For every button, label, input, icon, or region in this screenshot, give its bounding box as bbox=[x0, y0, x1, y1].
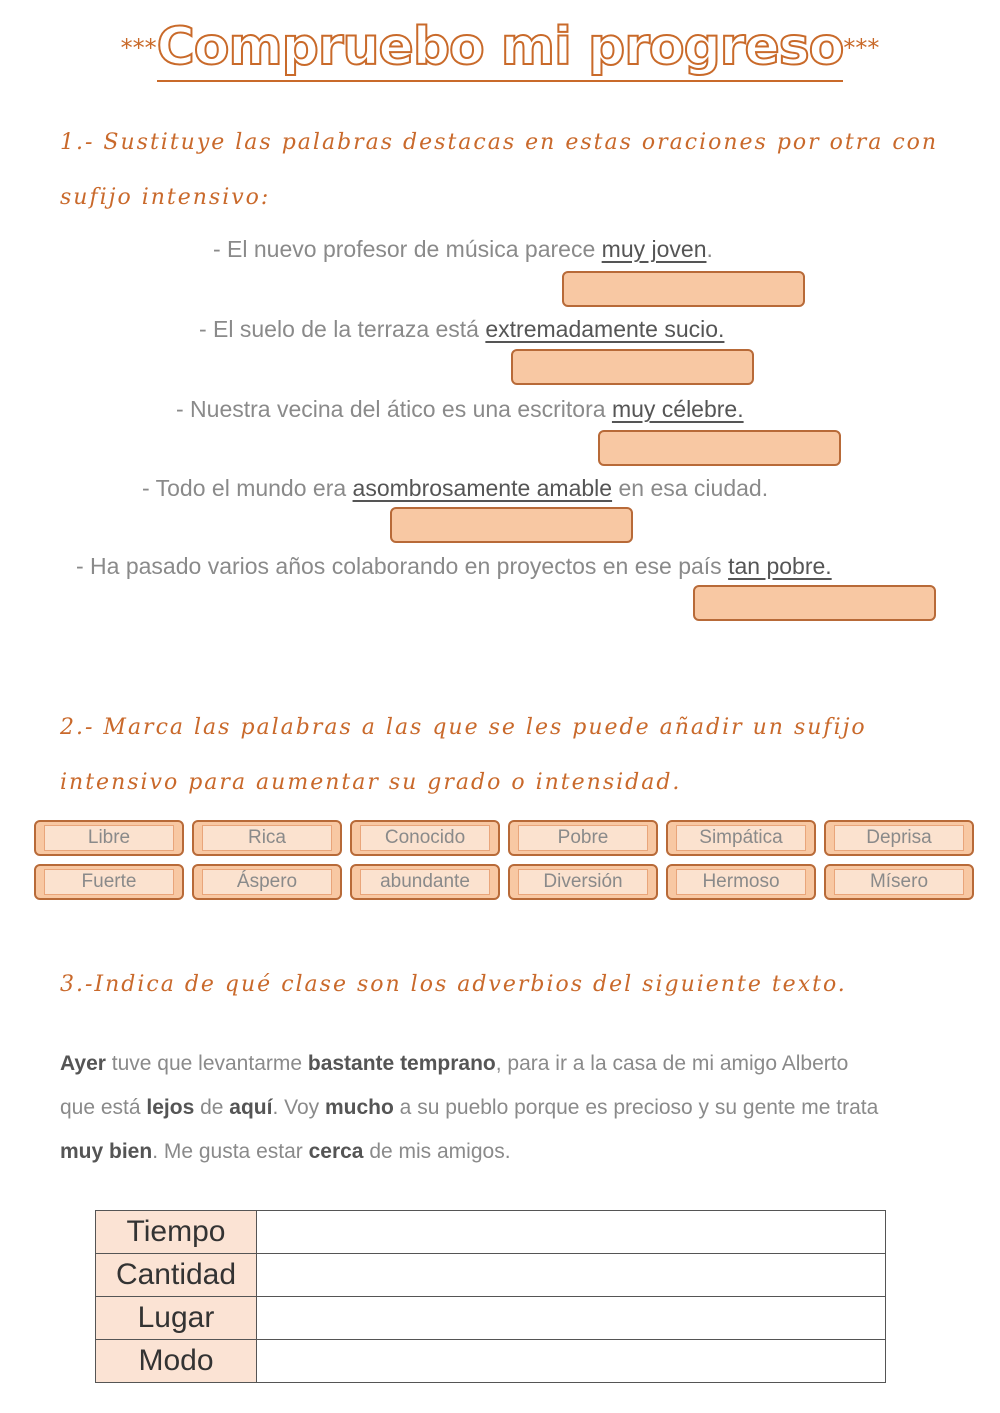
sentence-target: muy joven bbox=[601, 236, 707, 262]
answer-box-3[interactable] bbox=[598, 430, 841, 466]
answer-box-1[interactable] bbox=[562, 271, 805, 307]
answer-box-2[interactable] bbox=[511, 349, 754, 385]
adverb-word: lejos bbox=[146, 1096, 195, 1119]
exercise1-instruction-line2: sufijo intensivo: bbox=[60, 185, 271, 210]
word-chip-label: Rica bbox=[202, 825, 332, 851]
table-row bbox=[96, 1211, 886, 1254]
sentence-5 bbox=[76, 553, 832, 580]
word-chip-rica[interactable] bbox=[192, 820, 342, 856]
paragraph-text: , para ir a la casa de mi amigo Alberto bbox=[495, 1052, 849, 1075]
word-chip-pobre[interactable] bbox=[508, 820, 658, 856]
sentence-target: asombrosamente amable bbox=[352, 475, 613, 501]
adverb-word: Ayer bbox=[60, 1052, 106, 1075]
word-chip-conocido[interactable] bbox=[350, 820, 500, 856]
adverb-word: bastante temprano bbox=[307, 1052, 496, 1075]
exercise1-instruction-line1: 1.- Sustituye las palabras destacas en estas oraciones por otra con bbox=[60, 130, 939, 155]
word-chip-label: Diversión bbox=[518, 869, 648, 895]
sentence-text: . bbox=[706, 236, 713, 262]
word-chip-aspero[interactable] bbox=[192, 864, 342, 900]
sentence-text: - Ha pasado varios años colaborando en proyectos en ese país bbox=[76, 553, 729, 579]
sentence-text: - El nuevo profesor de música parece bbox=[213, 236, 602, 262]
paragraph-text: de mis amigos. bbox=[363, 1140, 511, 1163]
exercise2-instruction-line1: 2.- Marca las palabras a las que se les puede añadir un sufijo bbox=[60, 715, 867, 740]
table-row bbox=[96, 1340, 886, 1383]
sentence-4 bbox=[142, 475, 768, 502]
adverb-word: muy bien bbox=[60, 1140, 153, 1163]
adverb-word: aquí bbox=[229, 1096, 273, 1119]
sentence-target: extremadamente sucio. bbox=[485, 316, 725, 342]
table-row bbox=[96, 1254, 886, 1297]
table-row bbox=[96, 1297, 886, 1340]
adverb-paragraph bbox=[60, 1042, 940, 1174]
word-chip-abundante[interactable] bbox=[350, 864, 500, 900]
page-title: Compruebo mi progreso bbox=[157, 14, 844, 82]
answer-cell-modo[interactable] bbox=[257, 1340, 886, 1383]
row-label-modo: Modo bbox=[96, 1340, 257, 1383]
sentence-target: tan pobre. bbox=[728, 553, 832, 579]
word-chip-label: Mísero bbox=[834, 869, 964, 895]
sentence-target: muy célebre. bbox=[611, 396, 744, 422]
answer-cell-cantidad[interactable] bbox=[257, 1254, 886, 1297]
paragraph-text: de bbox=[194, 1096, 230, 1119]
adverb-classification-table bbox=[95, 1210, 886, 1383]
title-stars-right: *** bbox=[843, 34, 880, 62]
paragraph-text: tuve que levantarme bbox=[105, 1052, 308, 1075]
word-chip-hermoso[interactable] bbox=[666, 864, 816, 900]
title-stars-left: *** bbox=[120, 34, 157, 62]
adverb-word: cerca bbox=[308, 1140, 364, 1163]
word-chip-label: Libre bbox=[44, 825, 174, 851]
sentence-text: - Todo el mundo era bbox=[142, 475, 353, 501]
word-chip-diversion[interactable] bbox=[508, 864, 658, 900]
row-label-lugar: Lugar bbox=[96, 1297, 257, 1340]
page-title-block bbox=[0, 14, 1000, 82]
paragraph-text: a su pueblo porque es precioso y su gente me trata bbox=[393, 1096, 879, 1119]
sentence-text: en esa ciudad. bbox=[612, 475, 769, 501]
word-chip-label: Hermoso bbox=[676, 869, 806, 895]
word-chip-label: abundante bbox=[360, 869, 490, 895]
adverb-word: mucho bbox=[325, 1096, 394, 1119]
sentence-text: - Nuestra vecina del ático es una escritora bbox=[176, 396, 612, 422]
word-chip-simpatica[interactable] bbox=[666, 820, 816, 856]
word-chip-misero[interactable] bbox=[824, 864, 974, 900]
answer-box-5[interactable] bbox=[693, 585, 936, 621]
exercise3-instruction: 3.-Indica de qué clase son los adverbios del siguiente texto. bbox=[60, 972, 847, 997]
word-chip-label: Simpática bbox=[676, 825, 806, 851]
exercise2-instruction-line2: intensivo para aumentar su grado o intensidad. bbox=[60, 770, 682, 795]
sentence-2 bbox=[199, 316, 724, 343]
sentence-text: - El suelo de la terraza está bbox=[199, 316, 486, 342]
word-chip-deprisa[interactable] bbox=[824, 820, 974, 856]
word-chip-label: Conocido bbox=[360, 825, 490, 851]
answer-cell-lugar[interactable] bbox=[257, 1297, 886, 1340]
word-chip-label: Pobre bbox=[518, 825, 648, 851]
row-label-cantidad: Cantidad bbox=[96, 1254, 257, 1297]
sentence-3 bbox=[176, 396, 744, 423]
word-chip-label: Áspero bbox=[202, 869, 332, 895]
word-chip-label: Deprisa bbox=[834, 825, 964, 851]
word-chip-label: Fuerte bbox=[44, 869, 174, 895]
paragraph-text: . Voy bbox=[272, 1096, 325, 1119]
answer-cell-tiempo[interactable] bbox=[257, 1211, 886, 1254]
answer-box-4[interactable] bbox=[390, 507, 633, 543]
sentence-1 bbox=[213, 236, 713, 263]
row-label-tiempo: Tiempo bbox=[96, 1211, 257, 1254]
paragraph-text: que está bbox=[60, 1096, 147, 1119]
word-chip-libre[interactable] bbox=[34, 820, 184, 856]
word-chip-fuerte[interactable] bbox=[34, 864, 184, 900]
paragraph-text: . Me gusta estar bbox=[152, 1140, 309, 1163]
